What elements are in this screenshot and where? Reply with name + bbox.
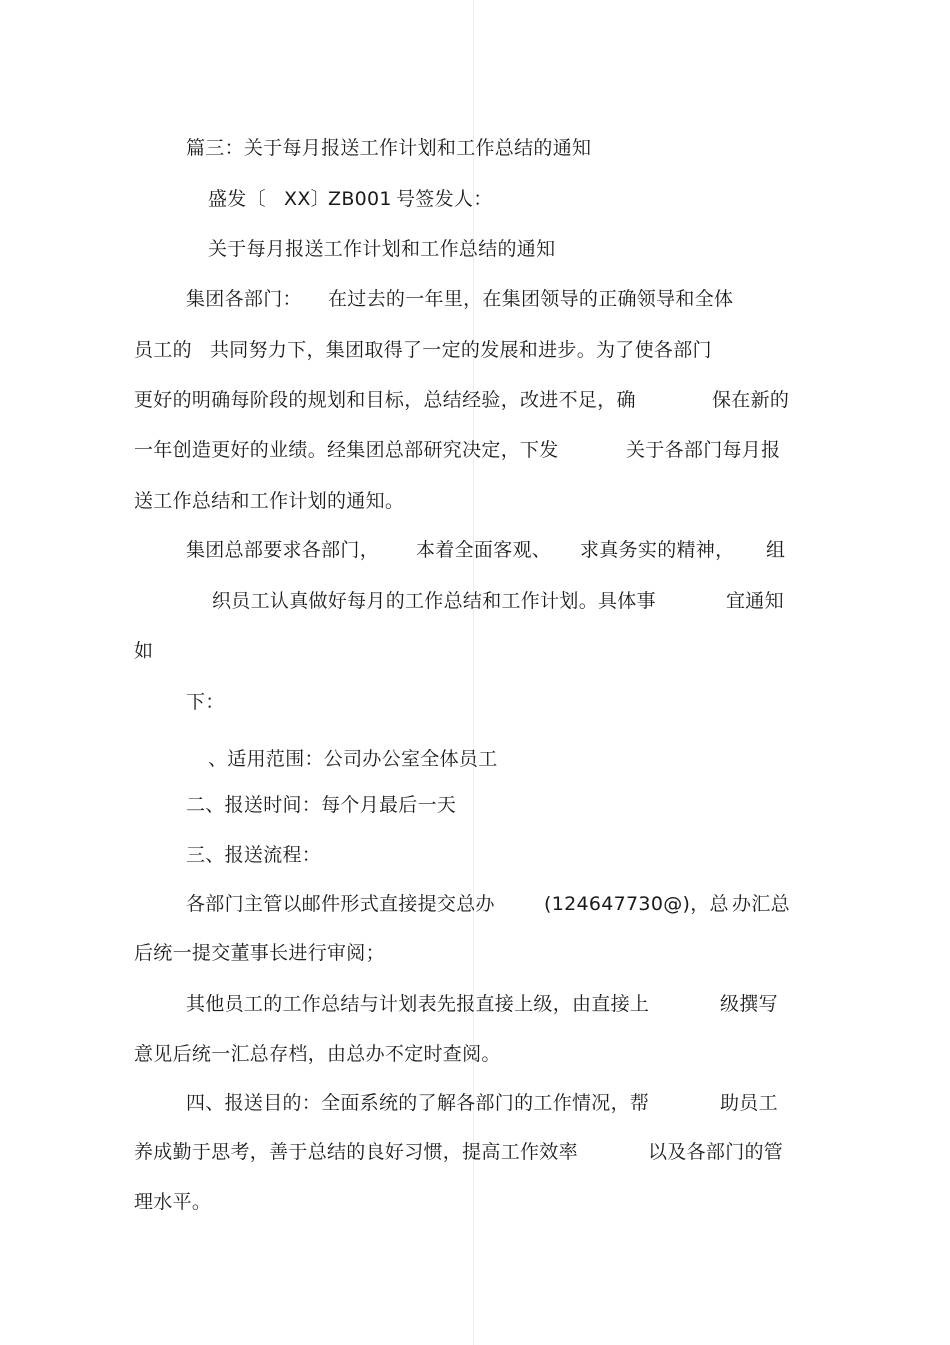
document-title: 篇三：关于每月报送工作计划和工作总结的通知 <box>186 137 592 159</box>
para1-line5: 送工作总结和工作计划的通知。 <box>134 490 405 512</box>
item-process: 三、报送流程： <box>186 844 322 866</box>
para4-text: 其他员工的工作总结与计划表先报直接上级，由直接上 <box>186 993 650 1015</box>
para1-text: 更好的明确每阶段的规划和目标，总结经验，改进不足，确 <box>134 389 636 411</box>
para1-text: 一年创造更好的业绩。经集团总部研究决定，下发 <box>134 439 559 461</box>
para4-line2: 意见后统一汇总存档，由总办不定时查阅。 <box>134 1043 501 1065</box>
para3-text: 各部门主管以邮件形式直接提交总办 <box>186 893 495 915</box>
para1-text: 在过去的一年里，在集团领导的正确领导和全体 <box>328 288 734 310</box>
item-scope: 、适用范围：公司办公室全体员工 <box>208 748 498 770</box>
item-time: 二、报送时间：每个月最后一天 <box>186 794 457 816</box>
para2-text: 本着全面客观、 <box>416 539 552 561</box>
doc-number-code: ZB001 <box>328 188 392 210</box>
para4-text: 级撰写 <box>720 993 778 1015</box>
salutation: 集团各部门： <box>186 288 302 310</box>
item4-text: 养成勤于思考，善于总结的良好习惯，提高工作效率 <box>134 1141 578 1163</box>
para2-text: 集团总部要求各部门， <box>186 539 380 561</box>
para2-line4: 下： <box>186 691 225 713</box>
para1-text: 共同努力下，集团取得了一定的发展和进步。为了使各部门 <box>210 339 712 361</box>
para2-text: 求真务实的精神， <box>580 539 735 561</box>
para2-text: 宜通知 <box>726 590 784 612</box>
para2-text: 组 <box>766 539 786 561</box>
email-address: (124647730@)，总 <box>544 893 729 915</box>
document-subtitle: 关于每月报送工作计划和工作总结的通知 <box>208 238 556 260</box>
para1-text: 员工的 <box>134 339 192 361</box>
para3-text: 办汇总 <box>732 893 790 915</box>
item4-text: 以及各部门的管 <box>648 1141 784 1163</box>
item4-text: 四、报送目的：全面系统的了解各部门的工作情况，帮 <box>186 1092 650 1114</box>
para3-line2: 后统一提交董事长进行审阅； <box>134 942 385 964</box>
para1-text: 保在新的 <box>712 389 790 411</box>
doc-number-year: XX〕 <box>284 188 330 210</box>
item4-line3: 理水平。 <box>134 1191 212 1213</box>
para2-text: 织员工认真做好每月的工作总结和工作计划。具体事 <box>212 590 656 612</box>
doc-number-suffix: 号签发人： <box>396 188 493 210</box>
para2-line3: 如 <box>134 640 154 662</box>
para1-text: 关于各部门每月报 <box>626 439 781 461</box>
doc-number-prefix: 盛发〔 <box>208 188 266 210</box>
item4-text: 助员工 <box>720 1092 778 1114</box>
